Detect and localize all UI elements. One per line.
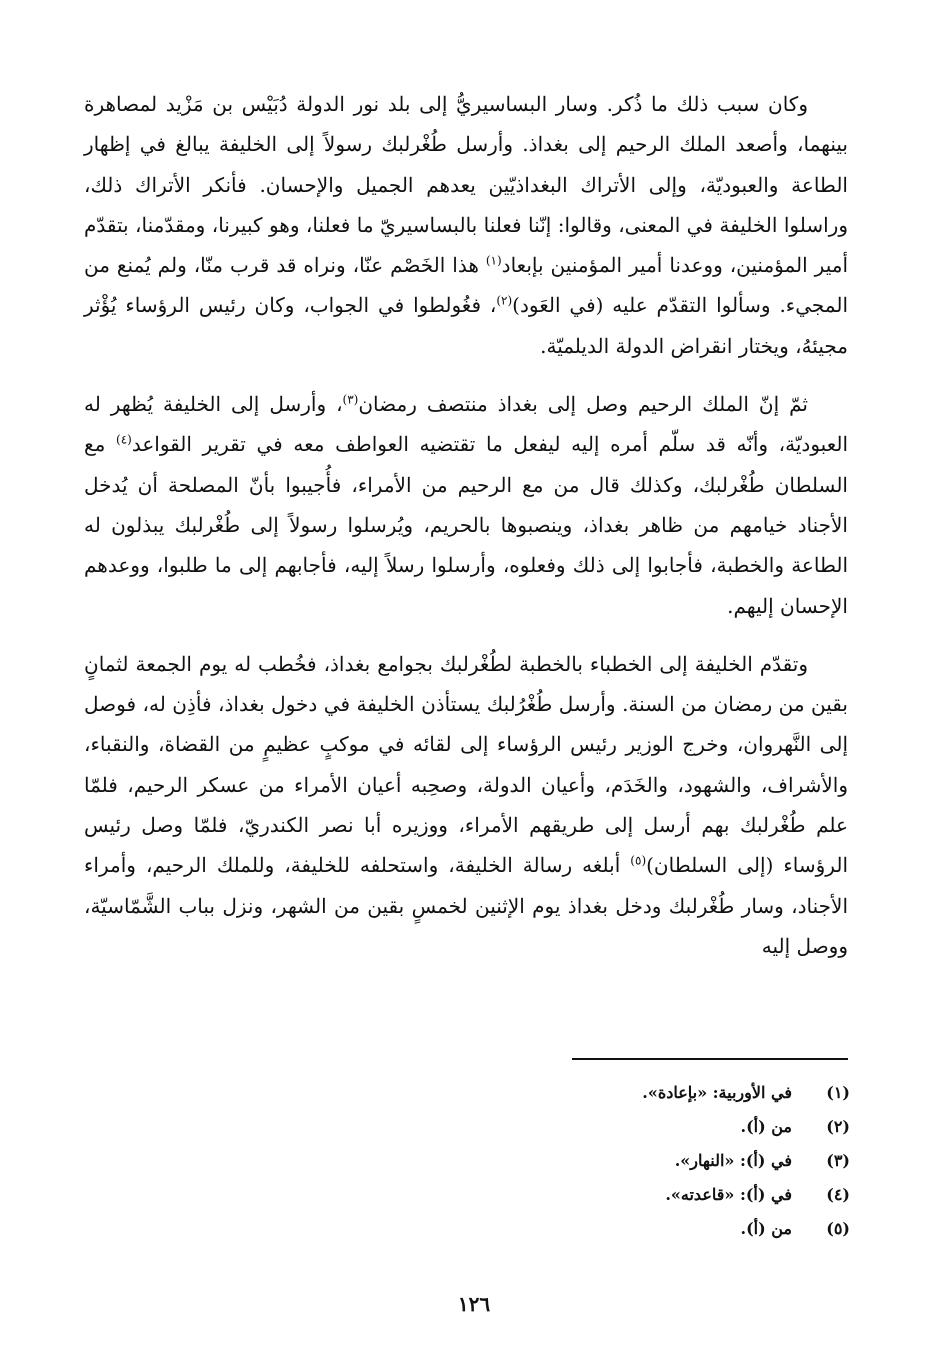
paragraph-1	[84, 84, 848, 366]
paragraph-3-text-2: أبلغه رسالة الخليفة، واستحلفه للخليفة، وللملك الرحيم، وأمراء الأجناد، وسار طُغْرلبك ودخل بغداذ يوم الإثنين لخمسٍ بقين من الشهر، ونزل بباب الشَّمّاسيّة، ووصل إليه	[84, 853, 848, 958]
footnote-ref-3: (٣)	[342, 392, 359, 407]
paragraph-2	[84, 384, 848, 626]
footnote-number-2: (٢)	[826, 1117, 850, 1136]
footnote-3	[250, 1144, 850, 1178]
footnote-number-5: (٥)	[826, 1219, 850, 1238]
footnote-text-4: في (أ): «قاعدته».	[665, 1185, 792, 1204]
footnote-separator	[572, 1058, 848, 1060]
footnote-5	[250, 1212, 850, 1246]
footnote-ref-4: (٤)	[116, 432, 132, 447]
footnote-number-3: (٣)	[826, 1151, 850, 1170]
footnote-4	[250, 1178, 850, 1212]
paragraph-3-text-1: وتقدّم الخليفة إلى الخطباء بالخطبة لطُغْرلبك بجوامع بغداذ، فخُطب له يوم الجمعة لثمانٍ بقين من رمضان من السنة. وأرسل طُغْرُلبك يستأذن الخليفة في دخول بغداذ، فأذِن له، فوصل إلى النَّهروان، وخرج الوزير رئيس الرؤساء إلى لقائه في موكبٍ عظيمٍ من القضاة، والنقباء، والأشراف، والشهود، والخَدَم، وأعيان الدولة، وصحِبه أعيان الأمراء من عسكر الرحيم، فلمّا علم طُغْرلبك بهم أرسل إلى طريقهم الأمراء، ووزيره أبا نصر الكندريّ، فلمّا وصل رئيس الرؤساء (إلى السلطان)	[84, 651, 848, 878]
footnote-ref-1: (١)	[485, 253, 502, 268]
page-body	[84, 84, 848, 966]
paragraph-1-text-1: وكان سبب ذلك ما ذُكر. وسار البساسيريُّ إلى بلد نور الدولة دُبَيْس بن مَزْيد لمصاهرة بينهما، وأصعد الملك الرحيم إلى بغداذ. وأرسل طُغْرلبك رسولاً إلى الخليفة يبالغ في إظهار الطاعة والعبوديّة، وإلى الأتراك البغداذيّين يعدهم الجميل والإحسان. فأنكر الأتراك ذلك، وراسلوا الخليفة في المعنى، وقالوا: إنّنا فعلنا بالبساسيريّ ما فعلنا، وهو كبيرنا، ومقدّمنا، بتقدّم أمير المؤمنين، ووعدنا أمير المؤمنين بإبعاد	[84, 92, 849, 278]
footnote-text-3: في (أ): «النهار».	[674, 1151, 792, 1170]
paragraph-1-text-2: هذا الخَصْم عنّا، ونراه قد قرب منّا، ولم يُمنع من المجيء. وسألوا التقدّم عليه (في العَود)	[84, 253, 848, 318]
page-number: ١٢٦	[457, 1292, 491, 1316]
footnote-text-1: في الأوربية: «بإعادة».	[642, 1083, 792, 1102]
footnote-text-2: من (أ).	[740, 1117, 792, 1136]
footnotes-list	[250, 1076, 850, 1246]
footnote-2	[250, 1110, 850, 1144]
paragraph-3	[84, 644, 848, 966]
paragraph-1-text-3: ، فغُولطوا في الجواب، وكان رئيس الرؤساء يُؤْثر مجيئهُ، ويختار انقراض الدولة الديلميّة.	[84, 293, 848, 358]
footnote-1	[250, 1076, 850, 1110]
footnote-text-5: من (أ).	[740, 1219, 792, 1238]
footnote-ref-2: (٢)	[496, 293, 513, 308]
paragraph-2-text-3: مع السلطان طُغْرلبك، وكذلك قال من مع الرحيم من الأمراء، فأُجيبوا بأنّ المصلحة أن يُدخل الأجناد خيامهم من ظاهر بغداذ، وينصبوها بالحريم، ويُرسلوا رسولاً إلى طُغْرلبك يبذلون له الطاعة والخطبة، فأجابوا إلى ذلك وفعلوه، وأرسلوا رسلاً إليه، فأجابهم إلى ما طلبوا، ووعدهم الإحسان إليهم.	[84, 432, 848, 618]
paragraph-2-text-2: ، وأرسل إلى الخليفة يُظهر له العبوديّة، وأنّه قد سلّم أمره إليه ليفعل ما تقتضيه العواطف معه في تقرير القواعد	[84, 392, 849, 457]
footnote-number-1: (١)	[826, 1083, 850, 1102]
paragraph-2-text-1: ثمّ إنّ الملك الرحيم وصل إلى بغداذ منتصف رمضان	[358, 392, 808, 417]
footnote-number-4: (٤)	[826, 1185, 850, 1204]
footnote-ref-5: (٥)	[630, 853, 647, 868]
